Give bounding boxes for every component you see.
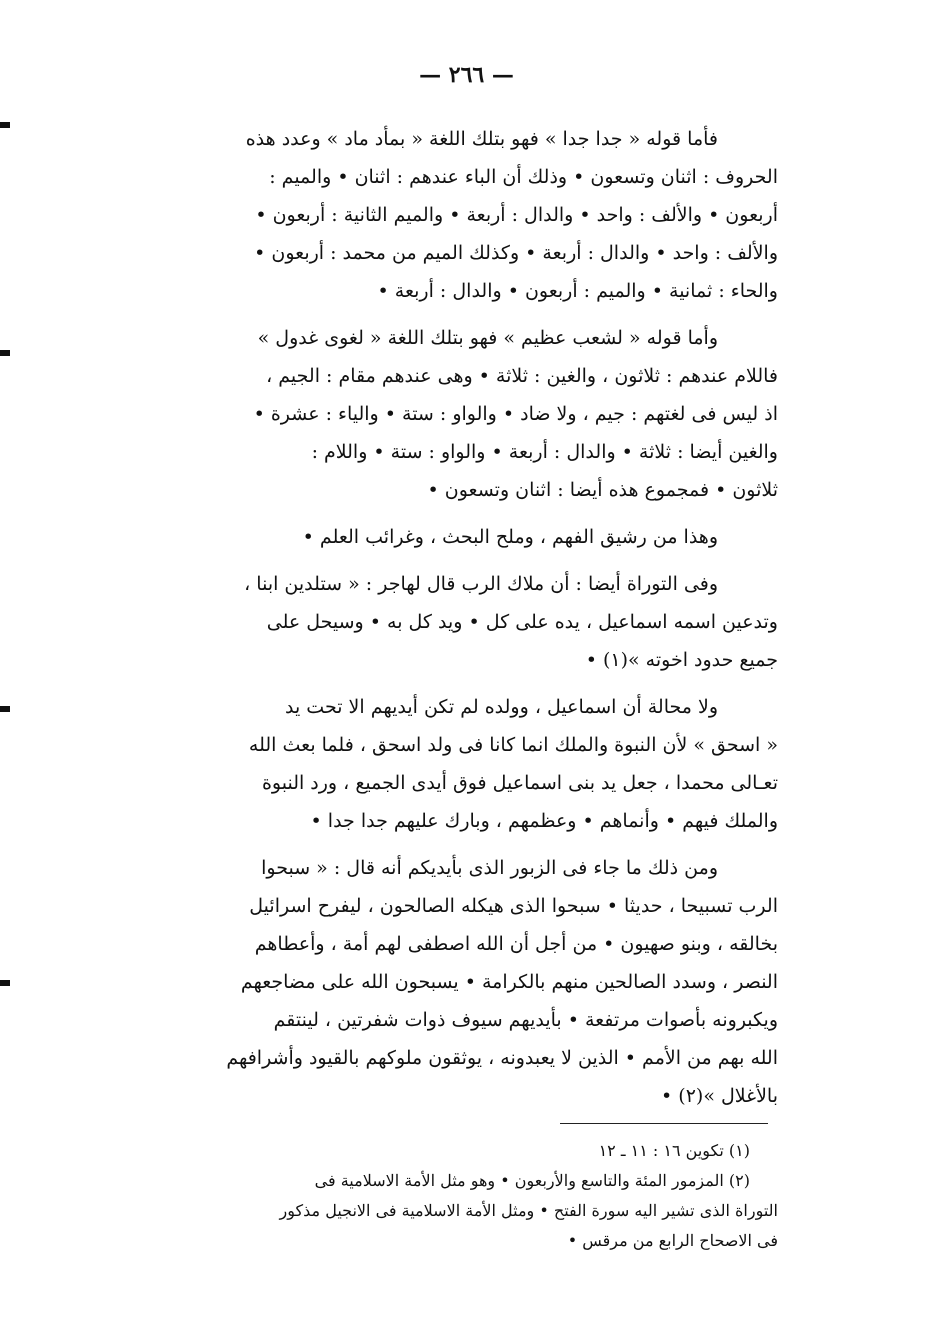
paragraph: [100, 319, 778, 509]
footnote-line: (١) تكوين ١٦ : ١١ ـ ١٢: [598, 1141, 750, 1160]
text-line: وهذا من رشيق الفهم ، وملح البحث ، وغرائب العلم •: [302, 526, 718, 548]
footnotes: [100, 1136, 778, 1256]
footnote-line: التوراة الذى تشير اليه سورة الفتح • ومثل الأمة الاسلامية فى الانجيل مذكور: [279, 1201, 778, 1220]
text-line: ويكبرونه بأصوات مرتفعة • بأيديهم سيوف ذوات شفرتين ، لينتقم: [273, 1009, 778, 1031]
text-line: الله بهم من الأمم • الذين لا يعبدونه ، يوثقون ملوكهم بالقيود وأشرافهم: [226, 1047, 778, 1069]
text-line: « اسحق » لأن النبوة والملك انما كانا فى ولد اسحق ، فلما بعث الله: [248, 734, 778, 756]
footnote: [100, 1166, 778, 1256]
text-line: والملك فيهم • وأنماهم • وعظمهم ، وبارك عليهم جدا جدا •: [310, 810, 778, 832]
text-line: ومن ذلك ما جاء فى الزبور الذى بأيديكم أنه قال : « سبحوا: [261, 857, 718, 879]
text-line: تعـالى محمدا ، جعل يد بنى اسماعيل فوق أيدى الجميع ، ورد النبوة: [261, 772, 778, 794]
body-text: [100, 120, 778, 1124]
footnote-divider: [560, 1123, 768, 1124]
text-line: الحروف : اثنان وتسعون • وذلك أن الباء عندهم : اثنان • والميم :: [269, 166, 778, 188]
margin-mark: [0, 122, 10, 128]
margin-mark: [0, 980, 10, 986]
margin-mark: [0, 706, 10, 712]
text-line: النصر ، وسدد الصالحين منهم بالكرامة • يسبحون الله على مضاجعهم: [240, 971, 778, 993]
text-line: وأما قوله « لشعب عظيم » فهو بتلك اللغة « لغوى غدول »: [257, 327, 718, 349]
text-line: ثلاثون • فمجموع هذه أيضا : اثنان وتسعون •: [427, 479, 778, 501]
text-line: أربعون • والألف : واحد • والدال : أربعة • والميم الثانية : أربعون •: [255, 204, 778, 226]
text-line: وتدعين اسمه اسماعيل ، يده على كل • ويد كل به • وسيحل على: [266, 611, 778, 633]
text-line: الرب تسبيحا ، حديثا • سبحوا الذى هيكله الصالحون ، ليفرح اسرائيل: [249, 895, 778, 917]
text-line: ولا محالة أن اسماعيل ، وولده لم تكن أيديهم الا تحت يد: [284, 696, 718, 718]
text-line: وفى التوراة أيضا : أن ملاك الرب قال لهاجر : « ستلدين ابنا ،: [244, 573, 718, 595]
text-line: بخالقه ، وبنو صهيون • من أجل أن الله اصطفى لهم أمة ، وأعطاهم: [254, 933, 778, 955]
text-line: فاللام عندهم : ثلاثون ، والغين : ثلاثة • وهى عندهم مقام : الجيم ،: [266, 365, 778, 387]
footnote: [100, 1136, 778, 1166]
paragraph: [100, 849, 778, 1115]
paragraph: [100, 688, 778, 840]
paragraph: [100, 518, 778, 556]
text-line: والحاء : ثمانية • والميم : أربعون • والدال : أربعة •: [377, 280, 778, 302]
paragraph: [100, 565, 778, 679]
text-line: اذ ليس فى لغتهم : جيم ، ولا ضاد • والواو : ستة • والياء : عشرة •: [253, 403, 778, 425]
text-line: والغين أيضا : ثلاثة • والدال : أربعة • والواو : ستة • واللام :: [311, 441, 778, 463]
margin-mark: [0, 350, 10, 356]
text-line: جميع حدود اخوته »(١) •: [585, 649, 778, 671]
footnote-line: فى الاصحاح الرابع من مرقس •: [567, 1231, 778, 1250]
text-line: والألف : واحد • والدال : أربعة • وكذلك الميم من محمد : أربعون •: [254, 242, 778, 264]
paragraph: [100, 120, 778, 310]
text-line: بالأغلال »(٢) •: [661, 1085, 778, 1107]
text-line: فأما قوله « جدا جدا » فهو بتلك اللغة « بمأد ماد » وعدد هذه: [245, 128, 718, 150]
page-number: — ٢٦٦ —: [419, 62, 514, 88]
footnote-line: (٢) المزمور المئة والتاسع والأربعون • وهو مثل الأمة الاسلامية فى: [314, 1171, 750, 1190]
